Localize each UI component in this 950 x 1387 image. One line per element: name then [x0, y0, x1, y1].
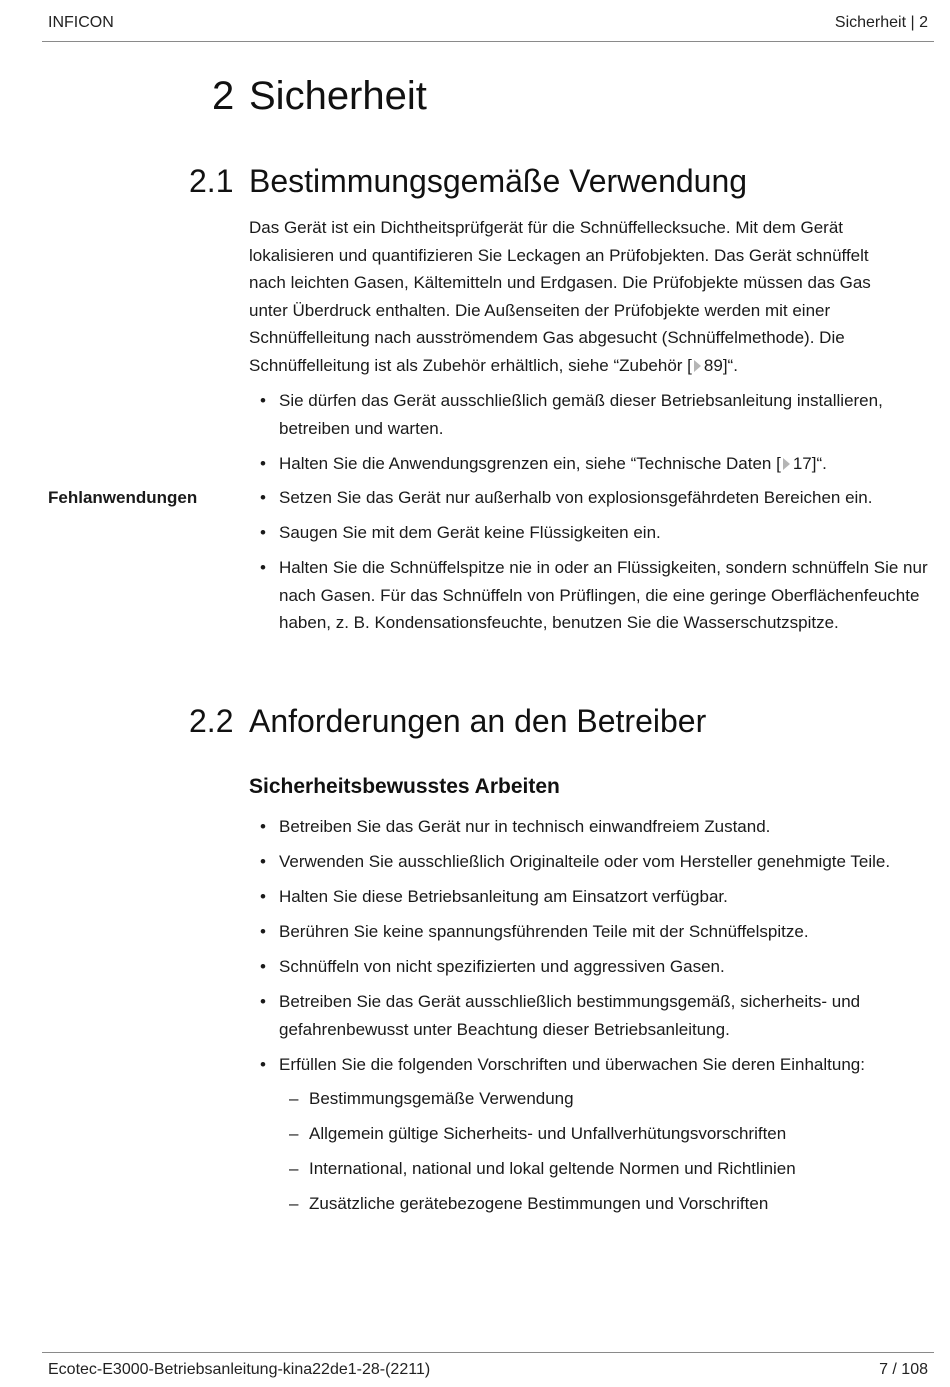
list-item-text: Sie dürfen das Gerät ausschließlich gemäß dieser Betriebsanleitung installieren, betreiben und warten. — [279, 391, 883, 438]
page-reference-link[interactable]: 89 — [703, 355, 723, 375]
bullet: • — [260, 453, 266, 473]
sublist-item — [279, 1155, 934, 1183]
chapter-title: Sicherheit — [249, 74, 427, 118]
bullet: • — [260, 957, 266, 976]
section-number: 2.2 — [189, 703, 234, 739]
paragraph-text-end: ]“. — [722, 355, 738, 375]
list-item-text: Halten Sie die Anwendungsgrenzen ein, siehe “Technische Daten [ — [279, 453, 781, 473]
xref-arrow-icon[interactable] — [694, 360, 701, 372]
footer-document-id: Ecotec-E3000-Betriebsanleitung-kina22de1-28-(2211) — [48, 1361, 431, 1378]
bullet: • — [260, 1054, 266, 1074]
bullet: • — [260, 391, 266, 410]
paragraph-text: Das Gerät ist ein Dichtheitsprüfgerät für die Schnüffellecksuche. Mit dem Gerät lokalisieren und quantifizieren Sie Leckagen an Prüfobjekten. Das Gerät schnüffelt nach leichten Gasen, Kältemitteln und Erdgasen. Die Prüfobjekte müssen das Gas unter Überdruck enthalten. Die Außenseiten der Prüfobjekte werden mit einer Schnüffelleitung nach ausströmendem Gas abgesucht (Schnüffelmethode). Die Schnüffelleitung ist als Zubehör erhältlich, siehe “Zubehör [ — [249, 218, 871, 375]
list-item-text: Halten Sie diese Betriebsanleitung am Einsatzort verfügbar. — [279, 887, 728, 906]
list-item — [249, 387, 929, 442]
xref-arrow-icon[interactable] — [783, 458, 790, 470]
section-number: 2.1 — [189, 163, 234, 199]
section-title: Anforderungen an den Betreiber — [249, 703, 707, 739]
list-item-text: Halten Sie die Schnüffelspitze nie in oder an Flüssigkeiten, sondern schnüffeln Sie nur nach Gasen. Für das Schnüffeln von Prüflingen, die eine geringe Oberflächenfeuchte haben, z. B. Kondensationsfeuchte, benutzen Sie die Wasserschutzspitze. — [279, 558, 928, 632]
list-item — [249, 519, 929, 547]
dash: – — [289, 1194, 299, 1213]
bullet: • — [260, 817, 266, 836]
subheading-safety-conscious-work: Sicherheitsbewusstes Arbeiten — [249, 775, 560, 798]
operator-requirements-list — [249, 813, 934, 1225]
list-item — [249, 918, 934, 946]
list-item — [249, 988, 934, 1043]
bullet: • — [260, 922, 266, 941]
intended-use-paragraph — [249, 214, 909, 379]
list-item — [249, 450, 929, 478]
dash: – — [289, 1124, 299, 1143]
sublist-item-text: Zusätzliche gerätebezogene Bestimmungen und Vorschriften — [309, 1194, 769, 1213]
list-item-text: Berühren Sie keine spannungsführenden Teile mit der Schnüffelspitze. — [279, 922, 809, 941]
list-item — [249, 953, 934, 981]
list-item-text: Betreiben Sie das Gerät ausschließlich bestimmungsgemäß, sicherheits- und gefahrenbewusst unter Beachtung dieser Betriebsanleitung. — [279, 992, 861, 1039]
chapter-heading — [212, 74, 427, 119]
footer-rule — [42, 1352, 934, 1353]
sublist-item-text: International, national und lokal geltende Normen und Richtlinien — [309, 1159, 796, 1178]
bullet: • — [260, 558, 266, 577]
list-item-text: Verwenden Sie ausschließlich Originalteile oder vom Hersteller genehmigte Teile. — [279, 852, 891, 871]
list-item-text-end: ]“. — [811, 453, 827, 473]
list-item-text: Setzen Sie das Gerät nur außerhalb von explosionsgefährdeten Bereichen ein. — [279, 488, 873, 507]
header-rule — [42, 41, 934, 42]
section-title: Bestimmungsgemäße Verwendung — [249, 163, 748, 199]
sublist-item — [279, 1085, 934, 1113]
bullet: • — [260, 992, 266, 1011]
bullet: • — [260, 488, 266, 507]
bullet: • — [260, 523, 266, 542]
section-heading-2-1 — [189, 163, 747, 200]
list-item-text: Saugen Sie mit dem Gerät keine Flüssigkeiten ein. — [279, 523, 661, 542]
section-heading-2-2 — [189, 703, 706, 740]
chapter-number: 2 — [212, 74, 235, 118]
regulations-sublist — [279, 1085, 934, 1218]
dash: – — [289, 1089, 299, 1108]
list-item-text: Erfüllen Sie die folgenden Vorschriften und überwachen Sie deren Einhaltung: — [279, 1054, 865, 1074]
bullet: • — [260, 887, 266, 906]
header-section: Sicherheit | 2 — [834, 14, 928, 31]
side-label-misuse: Fehlanwendungen — [48, 488, 198, 507]
misuse-list — [249, 484, 929, 644]
list-item-text: Betreiben Sie das Gerät nur in technisch einwandfreiem Zustand. — [279, 817, 771, 836]
bullet: • — [260, 852, 266, 871]
sublist-item — [279, 1120, 934, 1148]
list-item — [249, 1051, 934, 1218]
sublist-item-text: Bestimmungsgemäße Verwendung — [309, 1089, 574, 1108]
list-item — [249, 848, 934, 876]
footer-page-number: 7 / 108 — [879, 1361, 928, 1378]
intended-use-list — [249, 387, 929, 485]
header-brand: INFICON — [48, 14, 114, 31]
list-item — [249, 883, 934, 911]
list-item — [249, 813, 934, 841]
dash: – — [289, 1159, 299, 1178]
list-item — [249, 554, 929, 637]
sublist-item-text: Allgemein gültige Sicherheits- und Unfallverhütungsvorschriften — [309, 1124, 787, 1143]
list-item — [249, 484, 929, 512]
sublist-item — [279, 1190, 934, 1218]
list-item-text: Schnüffeln von nicht spezifizierten und aggressiven Gasen. — [279, 957, 725, 976]
page-reference-link[interactable]: 17 — [792, 453, 812, 473]
